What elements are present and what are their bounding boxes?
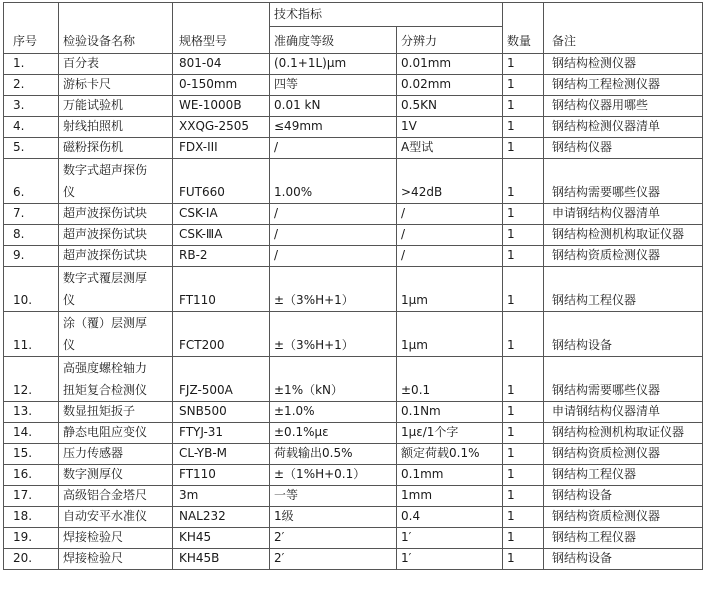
- cell-remarks: 钢结构需要哪些仪器: [552, 185, 661, 199]
- cell-model: FUT660: [179, 185, 225, 199]
- cell-equipment-name: 数显扭矩扳子: [63, 404, 136, 418]
- cell-serial: 4.: [13, 119, 25, 133]
- cell-equipment-name: 超声波探伤试块: [63, 248, 148, 262]
- cell-quantity: 1: [507, 119, 515, 133]
- cell-equipment-name: 万能试验机: [63, 98, 124, 112]
- cell-model: NAL232: [179, 509, 226, 523]
- cell-remarks: 申请钢结构仪器清单: [552, 404, 661, 418]
- cell-model: WE-1000B: [179, 98, 242, 112]
- cell-accuracy: ±0.1%με: [274, 425, 329, 439]
- cell-remarks: 钢结构设备: [552, 488, 613, 502]
- cell-model: SNB500: [179, 404, 227, 418]
- cell-resolution: 1μm: [401, 293, 428, 307]
- cell-accuracy: 荷载输出0.5%: [274, 446, 353, 460]
- cell-accuracy: 1级: [274, 509, 294, 523]
- cell-serial: 6.: [13, 185, 25, 199]
- cell-resolution: 0.1Nm: [401, 404, 441, 418]
- cell-serial: 9.: [13, 248, 25, 262]
- cell-resolution: 1V: [401, 119, 417, 133]
- cell-resolution: /: [401, 248, 406, 262]
- cell-remarks: 钢结构设备: [552, 551, 613, 565]
- cell-equipment-name: 射线拍照机: [63, 119, 124, 133]
- cell-equipment-name: 压力传感器: [63, 446, 124, 460]
- cell-remarks: 钢结构检测机构取证仪器: [552, 227, 685, 241]
- cell-resolution: 1mm: [401, 488, 433, 502]
- cell-quantity: 1: [507, 227, 515, 241]
- cell-accuracy: ±（1%H+0.1）: [274, 467, 366, 481]
- cell-serial: 2.: [13, 77, 25, 91]
- cell-equipment-name: 焊接检验尺: [63, 551, 124, 565]
- cell-remarks: 钢结构需要哪些仪器: [552, 383, 661, 397]
- cell-quantity: 1: [507, 446, 515, 460]
- cell-model: KH45B: [179, 551, 220, 565]
- cell-quantity: 1: [507, 98, 515, 112]
- cell-serial: 14.: [13, 425, 33, 439]
- header-resolution: 分辨力: [401, 34, 438, 48]
- cell-serial: 8.: [13, 227, 25, 241]
- group-header-technical-specs: 技术指标: [274, 7, 323, 21]
- cell-serial: 1.: [13, 56, 25, 70]
- cell-accuracy: /: [274, 227, 279, 241]
- cell-model: FDX-III: [179, 140, 218, 154]
- cell-quantity: 1: [507, 293, 515, 307]
- cell-equipment-name: 静态电阻应变仪: [63, 425, 148, 439]
- cell-model: 801-04: [179, 56, 222, 70]
- cell-model: XXQG-2505: [179, 119, 250, 133]
- cell-equipment-name: 焊接检验尺: [63, 530, 124, 544]
- cell-remarks: 钢结构设备: [552, 338, 613, 352]
- cell-remarks: 钢结构资质检测仪器: [552, 446, 661, 460]
- cell-accuracy: 2′: [274, 530, 285, 544]
- cell-equipment-name: 百分表: [63, 56, 100, 70]
- cell-resolution: 1′: [401, 551, 412, 565]
- cell-model: 0-150mm: [179, 77, 238, 91]
- cell-quantity: 1: [507, 248, 515, 262]
- cell-remarks: 钢结构检测仪器: [552, 56, 637, 70]
- cell-equipment-name-line1: 数字式覆层测厚: [63, 271, 148, 285]
- cell-quantity: 1: [507, 404, 515, 418]
- cell-equipment-name-line2: 仪: [63, 338, 76, 352]
- cell-model: CSK-ⅠA: [179, 206, 218, 220]
- cell-remarks: 钢结构工程仪器: [552, 530, 637, 544]
- cell-equipment-name: 自动安平水准仪: [63, 509, 148, 523]
- cell-remarks: 钢结构资质检测仪器: [552, 248, 661, 262]
- cell-model: FT110: [179, 467, 216, 481]
- cell-serial: 11.: [13, 338, 33, 352]
- cell-quantity: 1: [507, 206, 515, 220]
- cell-model: FT110: [179, 293, 216, 307]
- cell-model: 3m: [179, 488, 199, 502]
- cell-equipment-name: 磁粉探伤机: [63, 140, 124, 154]
- header-accuracy: 准确度等级: [274, 34, 335, 48]
- cell-accuracy: 2′: [274, 551, 285, 565]
- cell-quantity: 1: [507, 509, 515, 523]
- cell-resolution: 0.4: [401, 509, 421, 523]
- cell-equipment-name-line1: 数字式超声探伤: [63, 163, 148, 177]
- cell-resolution: >42dB: [401, 185, 443, 199]
- cell-serial: 16.: [13, 467, 33, 481]
- cell-accuracy: /: [274, 140, 279, 154]
- cell-serial: 10.: [13, 293, 33, 307]
- cell-quantity: 1: [507, 488, 515, 502]
- cell-quantity: 1: [507, 383, 515, 397]
- cell-model: FJZ-500A: [179, 383, 233, 397]
- cell-serial: 19.: [13, 530, 33, 544]
- cell-remarks: 钢结构工程检测仪器: [552, 77, 661, 91]
- cell-quantity: 1: [507, 551, 515, 565]
- header-quantity: 数量: [507, 34, 532, 48]
- cell-accuracy: ±（3%H+1）: [274, 338, 354, 352]
- cell-serial: 13.: [13, 404, 33, 418]
- cell-resolution: A型试: [401, 140, 434, 154]
- cell-equipment-name-line1: 高强度螺栓轴力: [63, 361, 148, 375]
- cell-accuracy: ±1%（kN）: [274, 383, 344, 397]
- cell-resolution: 0.02mm: [401, 77, 452, 91]
- cell-equipment-name: 超声波探伤试块: [63, 227, 148, 241]
- cell-accuracy: 0.01 kN: [274, 98, 321, 112]
- header-model: 规格型号: [179, 34, 228, 48]
- cell-remarks: 钢结构仪器用哪些: [552, 98, 649, 112]
- cell-model: CL-YB-M: [179, 446, 228, 460]
- cell-resolution: 0.1mm: [401, 467, 444, 481]
- cell-resolution: /: [401, 227, 406, 241]
- cell-accuracy: ±（3%H+1）: [274, 293, 354, 307]
- cell-accuracy: ±1.0%: [274, 404, 315, 418]
- cell-model: FCT200: [179, 338, 225, 352]
- header-equipment-name: 检验设备名称: [63, 34, 136, 48]
- cell-accuracy: ≤49mm: [274, 119, 323, 133]
- cell-accuracy: 一等: [274, 488, 299, 502]
- cell-model: CSK-ⅢA: [179, 227, 223, 241]
- cell-remarks: 钢结构工程仪器: [552, 293, 637, 307]
- cell-quantity: 1: [507, 140, 515, 154]
- cell-resolution: 0.01mm: [401, 56, 452, 70]
- cell-resolution: 1′: [401, 530, 412, 544]
- cell-model: KH45: [179, 530, 212, 544]
- cell-equipment-name-line1: 涂（覆）层测厚: [63, 316, 148, 330]
- cell-equipment-name: 数字测厚仪: [63, 467, 124, 481]
- cell-serial: 18.: [13, 509, 33, 523]
- cell-serial: 12.: [13, 383, 33, 397]
- header-serial: 序号: [13, 34, 38, 48]
- cell-remarks: 钢结构资质检测仪器: [552, 509, 661, 523]
- cell-equipment-name-line2: 仪: [63, 185, 76, 199]
- cell-quantity: 1: [507, 338, 515, 352]
- cell-accuracy: (0.1+1L)μm: [274, 56, 347, 70]
- cell-resolution: 1μm: [401, 338, 428, 352]
- cell-quantity: 1: [507, 425, 515, 439]
- cell-resolution: 1με/1个字: [401, 425, 459, 439]
- cell-remarks: 钢结构检测机构取证仪器: [552, 425, 685, 439]
- cell-remarks: 钢结构仪器: [552, 140, 613, 154]
- cell-quantity: 1: [507, 185, 515, 199]
- header-remarks: 备注: [552, 34, 577, 48]
- cell-model: RB-2: [179, 248, 208, 262]
- cell-resolution: 额定荷载0.1%: [401, 446, 480, 460]
- cell-remarks: 申请钢结构仪器清单: [552, 206, 661, 220]
- cell-equipment-name-line2: 扭矩复合检测仪: [63, 383, 148, 397]
- cell-serial: 7.: [13, 206, 25, 220]
- cell-serial: 17.: [13, 488, 33, 502]
- cell-equipment-name: 游标卡尺: [63, 77, 112, 91]
- cell-remarks: 钢结构工程仪器: [552, 467, 637, 481]
- cell-equipment-name: 高级铝合金塔尺: [63, 488, 148, 502]
- cell-resolution: 0.5KN: [401, 98, 437, 112]
- cell-serial: 20.: [13, 551, 33, 565]
- cell-model: FTYJ-31: [179, 425, 224, 439]
- cell-quantity: 1: [507, 467, 515, 481]
- cell-accuracy: 四等: [274, 77, 299, 91]
- cell-quantity: 1: [507, 530, 515, 544]
- cell-resolution: ±0.1: [401, 383, 431, 397]
- cell-resolution: /: [401, 206, 406, 220]
- cell-quantity: 1: [507, 56, 515, 70]
- cell-accuracy: /: [274, 248, 279, 262]
- cell-accuracy: 1.00%: [274, 185, 313, 199]
- cell-serial: 5.: [13, 140, 25, 154]
- cell-serial: 15.: [13, 446, 33, 460]
- cell-quantity: 1: [507, 77, 515, 91]
- cell-equipment-name-line2: 仪: [63, 293, 76, 307]
- cell-serial: 3.: [13, 98, 25, 112]
- cell-remarks: 钢结构检测仪器清单: [552, 119, 661, 133]
- cell-equipment-name: 超声波探伤试块: [63, 206, 148, 220]
- cell-accuracy: /: [274, 206, 279, 220]
